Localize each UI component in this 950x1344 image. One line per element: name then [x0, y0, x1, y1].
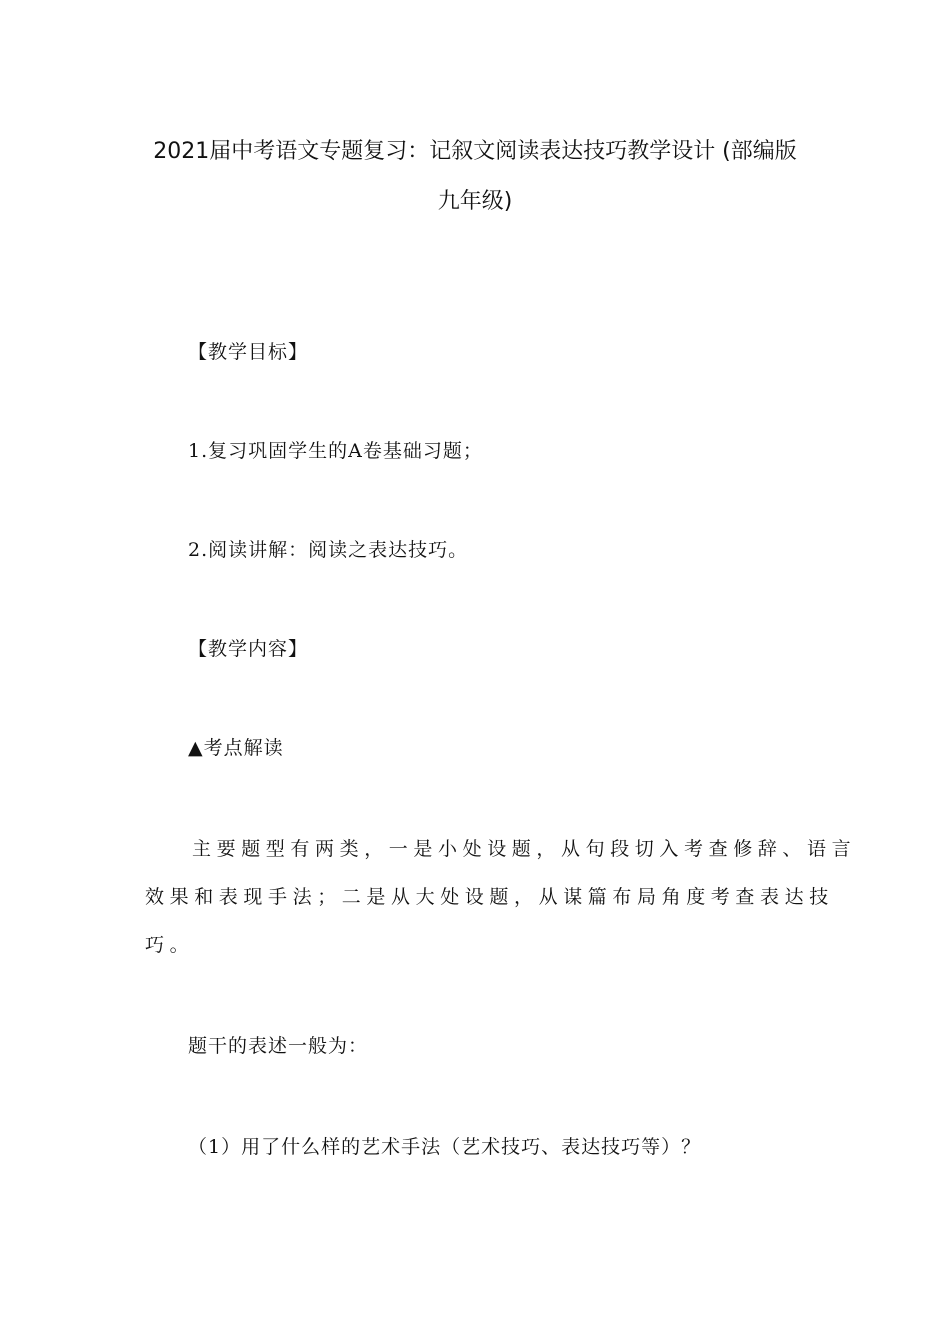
- document-title-line-1: 2021届中考语文专题复习：记叙文阅读表达技巧教学设计 (部编版: [153, 139, 797, 164]
- question-item-1: （1）用了什么样的艺术手法（艺术技巧、表达技巧等）？: [188, 1136, 702, 1158]
- paragraph-line-1: 主要题型有两类，一是小处设题，从句段切入考查修辞、语言: [192, 838, 857, 860]
- paragraph-line-3: 巧。: [145, 934, 195, 956]
- question-stem-intro: 题干的表述一般为：: [188, 1035, 369, 1057]
- document-title-line-2: 九年级): [437, 189, 513, 214]
- section-heading-teaching-goals: 【教学目标】: [188, 341, 309, 363]
- subheading-exam-points: ▲考点解读: [188, 737, 284, 759]
- paragraph-line-2: 效果和表现手法；二是从大处设题，从谋篇布局角度考查表达技: [145, 886, 834, 908]
- goal-item-1: 1.复习巩固学生的A卷基础习题；: [188, 440, 483, 462]
- goal-item-2: 2.阅读讲解：阅读之表达技巧。: [188, 539, 469, 561]
- section-heading-teaching-content: 【教学内容】: [188, 638, 309, 660]
